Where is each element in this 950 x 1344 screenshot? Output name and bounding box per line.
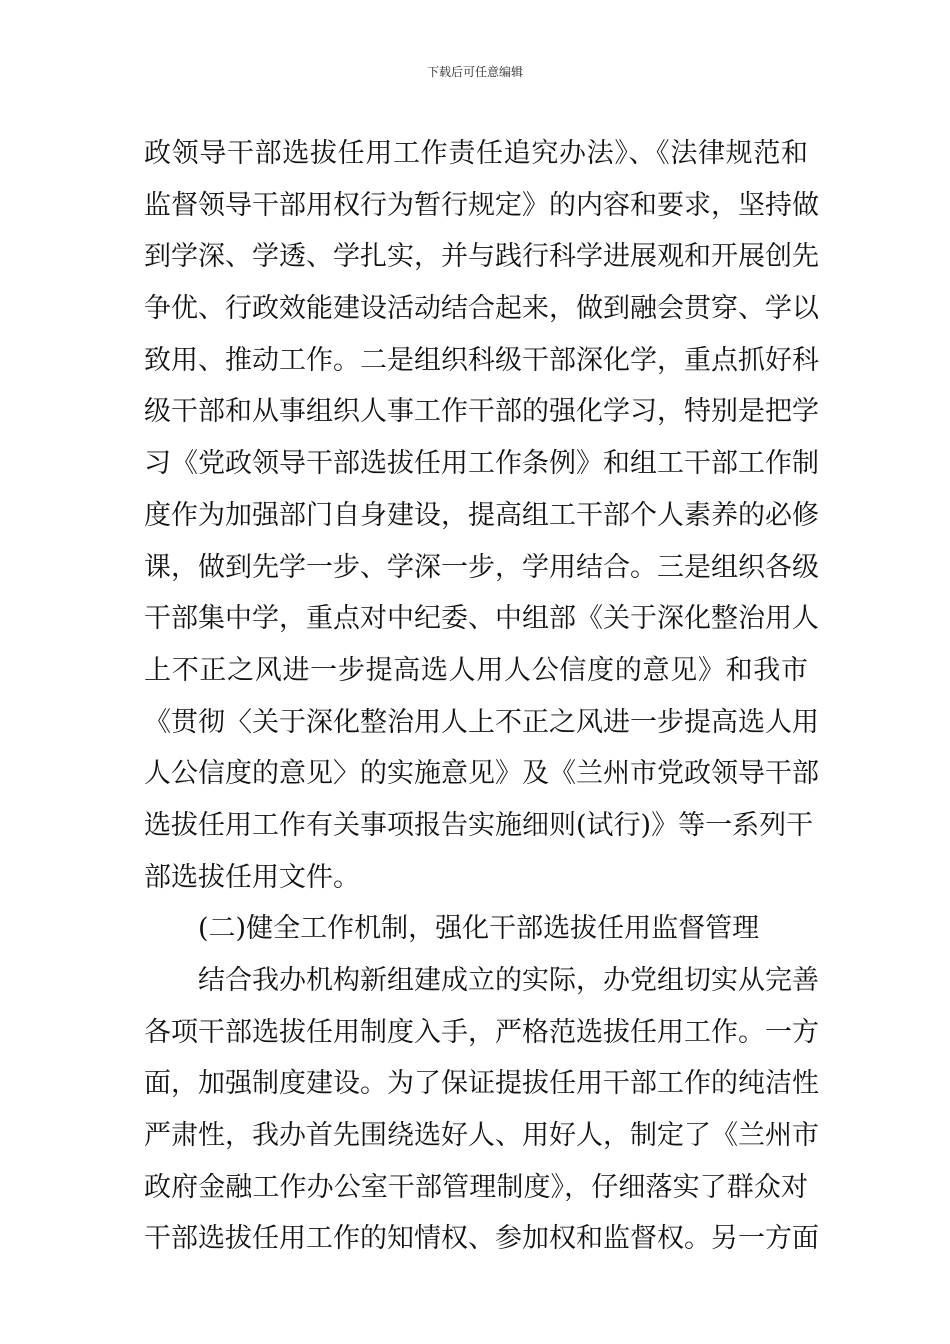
text-line: 干部集中学，重点对中纪委、中组部《关于深化整治用人 bbox=[144, 603, 819, 635]
text-line: 监督领导干部用权行为暂行规定》的内容和要求，坚持做 bbox=[144, 189, 819, 221]
text-line: 致用、推动工作。二是组织科级干部深化学，重点抓好科 bbox=[144, 344, 819, 376]
text-line: 选拔任用工作有关事项报告实施细则(试行)》等一系列干 bbox=[144, 809, 814, 841]
text-line: 政府金融工作办公室干部管理制度》，仔细落实了群众对 bbox=[144, 1171, 808, 1203]
text-line: 政领导干部选拔任用工作责任追究办法》、《法律规范和 bbox=[144, 138, 808, 169]
text-line: 课，做到先学一步、学深一步，学用结合。三是组织各级 bbox=[144, 551, 819, 583]
text-line: 严肃性，我办首先围绕选好人、用好人，制定了《兰州市 bbox=[144, 1120, 819, 1152]
text-line: 各项干部选拔任用制度入手，严格范选拔任用工作。一方 bbox=[144, 1016, 819, 1048]
text-line: 结合我办机构新组建成立的实际，办党组切实从完善 bbox=[198, 965, 819, 996]
text-line: 面，加强制度建设。为了保证提拔任用干部工作的纯洁性 bbox=[144, 1068, 819, 1100]
section-heading: (二)健全工作机制，强化干部选拔任用监督管理 bbox=[198, 913, 760, 945]
page-header: 下载后可任意编辑 bbox=[426, 65, 523, 79]
text-line: 度作为加强部门自身建设，提高组工干部个人素养的必修 bbox=[144, 499, 819, 531]
document-body bbox=[144, 128, 819, 1265]
text-line: 到学深、学透、学扎实，并与践行科学进展观和开展创先 bbox=[144, 241, 819, 273]
text-line: 人公信度的意见〉的实施意见》及《兰州市党政领导干部 bbox=[144, 758, 819, 790]
text-line: 干部选拔任用工作的知情权、参加权和监督权。另一方面 bbox=[144, 1223, 819, 1255]
text-line: 上不正之风进一步提高选人用人公信度的意见》和我市 bbox=[144, 654, 808, 686]
text-line: 部选拔任用文件。 bbox=[144, 861, 360, 893]
text-line: 级干部和从事组织人事工作干部的强化学习，特别是把学 bbox=[144, 396, 819, 428]
text-line: 习《党政领导干部选拔任用工作条例》和组工干部工作制 bbox=[144, 448, 819, 480]
text-line: 争优、行政效能建设活动结合起来，做到融会贯穿、学以 bbox=[144, 293, 819, 325]
text-line: 《贯彻〈关于深化整治用人上不正之风进一步提高选人用 bbox=[144, 706, 819, 738]
